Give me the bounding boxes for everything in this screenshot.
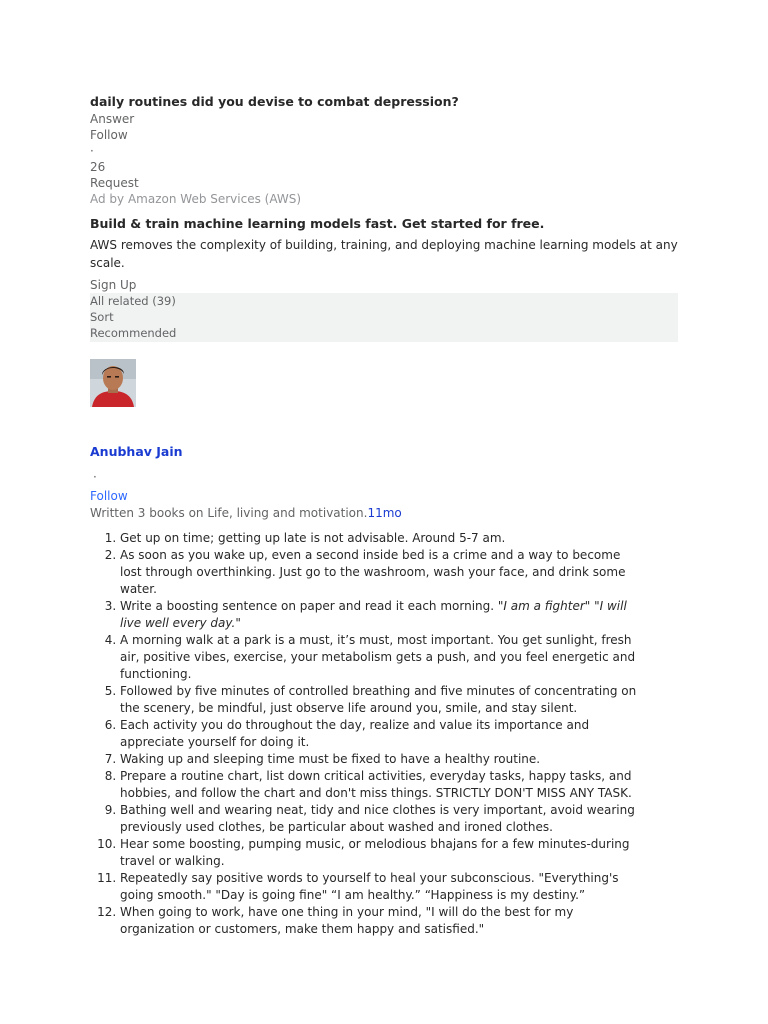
list-item-text: Repeatedly say positive words to yourself to heal your subconscious. "Everything's going smooth." "Day is going fine" “I am healthy.” “Happiness is my destiny.” [120, 871, 619, 902]
list-item-text: As soon as you wake up, even a second inside bed is a crime and a way to become lost through overthinking. Just go to the washroom, wash your face, and drink some water. [120, 548, 626, 596]
sort-dropdown[interactable]: Recommended [90, 326, 177, 340]
answer-button[interactable]: Answer [90, 112, 135, 126]
dot-separator: · [90, 144, 94, 158]
list-item [120, 751, 640, 768]
sort-label: Sort [90, 310, 114, 324]
answer-timestamp[interactable]: 11mo [367, 506, 402, 520]
list-item [120, 598, 640, 632]
list-item-text: A morning walk at a park is a must, it’s must, most important. You get sunlight, fresh air, positive vibes, exercise, your metabolism gets a push, and you feel energetic and functioning. [120, 633, 636, 681]
list-item-text: Bathing well and wearing neat, tidy and nice clothes is very important, avoid wearing previously used clothes, be particular about washed and ironed clothes. [120, 803, 635, 834]
avatar[interactable] [90, 359, 136, 407]
list-item-text: Write a boosting sentence on paper and read it each morning. [120, 599, 498, 613]
follow-question-button[interactable]: Follow [90, 128, 128, 142]
list-item-text: Prepare a routine chart, list down critical activities, everyday tasks, happy tasks, and hobbies, and follow the chart and don't miss things. STRICTLY DON'T MISS ANY TASK. [120, 769, 632, 800]
list-item [120, 530, 640, 547]
ad-headline[interactable]: Build & train machine learning models fast. Get started for free. [90, 216, 545, 231]
follow-count: 26 [90, 160, 106, 174]
request-button[interactable]: Request [90, 176, 139, 190]
author-name[interactable]: Anubhav Jain [90, 444, 183, 459]
list-item [120, 547, 640, 598]
list-item [120, 870, 640, 904]
author-dot-separator: · [93, 470, 97, 484]
list-item-text: When going to work, have one thing in your mind, "I will do the best for my organization or customers, make them happy and satisfied." [120, 905, 574, 936]
list-item-quote: "I am a fighter" "I will live well every day." [120, 599, 627, 630]
list-item-text: Hear some boosting, pumping music, or melodious bhajans for a few minutes-during travel or walking. [120, 837, 630, 868]
list-item [120, 802, 640, 836]
follow-author-button[interactable]: Follow [90, 489, 128, 503]
avatar-image [90, 359, 136, 407]
question-title: daily routines did you devise to combat depression? [90, 94, 459, 109]
list-item [120, 836, 640, 870]
list-item [120, 768, 640, 802]
list-item [120, 717, 640, 751]
credential-text: Written 3 books on Life, living and motivation. [90, 506, 368, 520]
ad-label[interactable]: Ad by Amazon Web Services (AWS) [90, 192, 302, 206]
all-related-count[interactable]: All related (39) [90, 294, 176, 308]
page-content [90, 93, 680, 938]
answers-sort-bar [90, 293, 678, 342]
list-item [120, 904, 640, 938]
list-item-text: Get up on time; getting up late is not advisable. Around 5-7 am. [120, 531, 506, 545]
sign-up-button[interactable]: Sign Up [90, 278, 137, 292]
list-item-text: Followed by five minutes of controlled breathing and five minutes of concentrating on the scenery, be mindful, just observe life around you, smile, and stay silent. [120, 684, 637, 715]
list-item-text: Waking up and sleeping time must be fixed to have a healthy routine. [120, 752, 541, 766]
list-item [120, 632, 640, 683]
list-item-text: Each activity you do throughout the day, realize and value its importance and appreciate yourself for doing it. [120, 718, 590, 749]
ad-body: AWS removes the complexity of building, training, and deploying machine learning models at any scale. [90, 238, 678, 270]
author-credential [90, 504, 680, 522]
answer-list [90, 530, 640, 938]
list-item [120, 683, 640, 717]
